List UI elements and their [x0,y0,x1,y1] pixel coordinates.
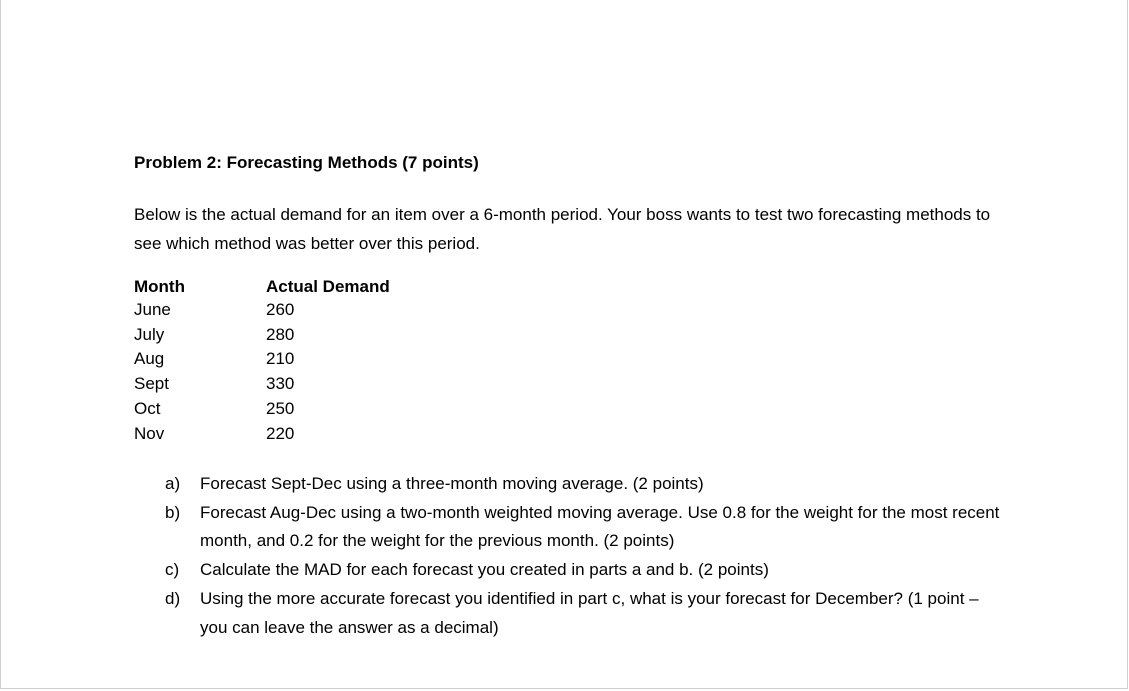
demand-cell: 330 [266,374,295,394]
column-header-actual-demand: Actual Demand [266,277,390,296]
demand-cell: 260 [266,300,295,319]
month-cell: Oct [134,398,161,418]
column-header-month: Month [134,277,185,296]
table-row [134,298,466,323]
table-row [134,422,466,447]
month-cell: Sept [134,374,169,394]
table-row [134,372,466,397]
question-text: Forecast Aug-Dec using a two-month weighted moving average. Use 0.8 for the weight for the most recent month, and 0.2 for the weight for the previous month. (2 points) [200,502,1000,551]
demand-cell: 280 [266,324,295,344]
problem-intro: Below is the actual demand for an item over a 6-month period. Your boss wants to test two forecasting methods to see which method was better over this period. [134,205,991,253]
problem-title: Problem 2: Forecasting Methods (7 points) [134,153,479,172]
demand-table [134,275,466,446]
question-letter: b) [165,502,181,522]
question-text: Forecast Sept-Dec using a three-month moving average. (2 points) [200,474,704,493]
demand-cell: 250 [266,398,295,418]
table-row [134,347,466,372]
question-list [165,470,1005,642]
month-cell: July [134,324,165,344]
question-letter: c) [165,560,180,580]
question-letter: a) [165,474,181,493]
month-cell: Aug [134,349,165,369]
question-text: Using the more accurate forecast you identified in part c, what is your forecast for December? (1 point – you can leave the answer as a decimal) [200,588,979,637]
question-item-c [165,556,1005,585]
question-text: Calculate the MAD for each forecast you created in parts a and b. (2 points) [200,560,769,580]
question-item-b [165,499,1005,556]
table-row [134,397,466,422]
table-row [134,323,466,348]
question-letter: d) [165,588,181,608]
demand-cell: 210 [266,349,295,369]
table-header-row [134,275,466,298]
question-item-d [165,585,1005,642]
question-item-a [165,470,1005,499]
demand-cell: 220 [266,423,295,443]
month-cell: Nov [134,423,165,443]
month-cell: June [134,300,171,319]
